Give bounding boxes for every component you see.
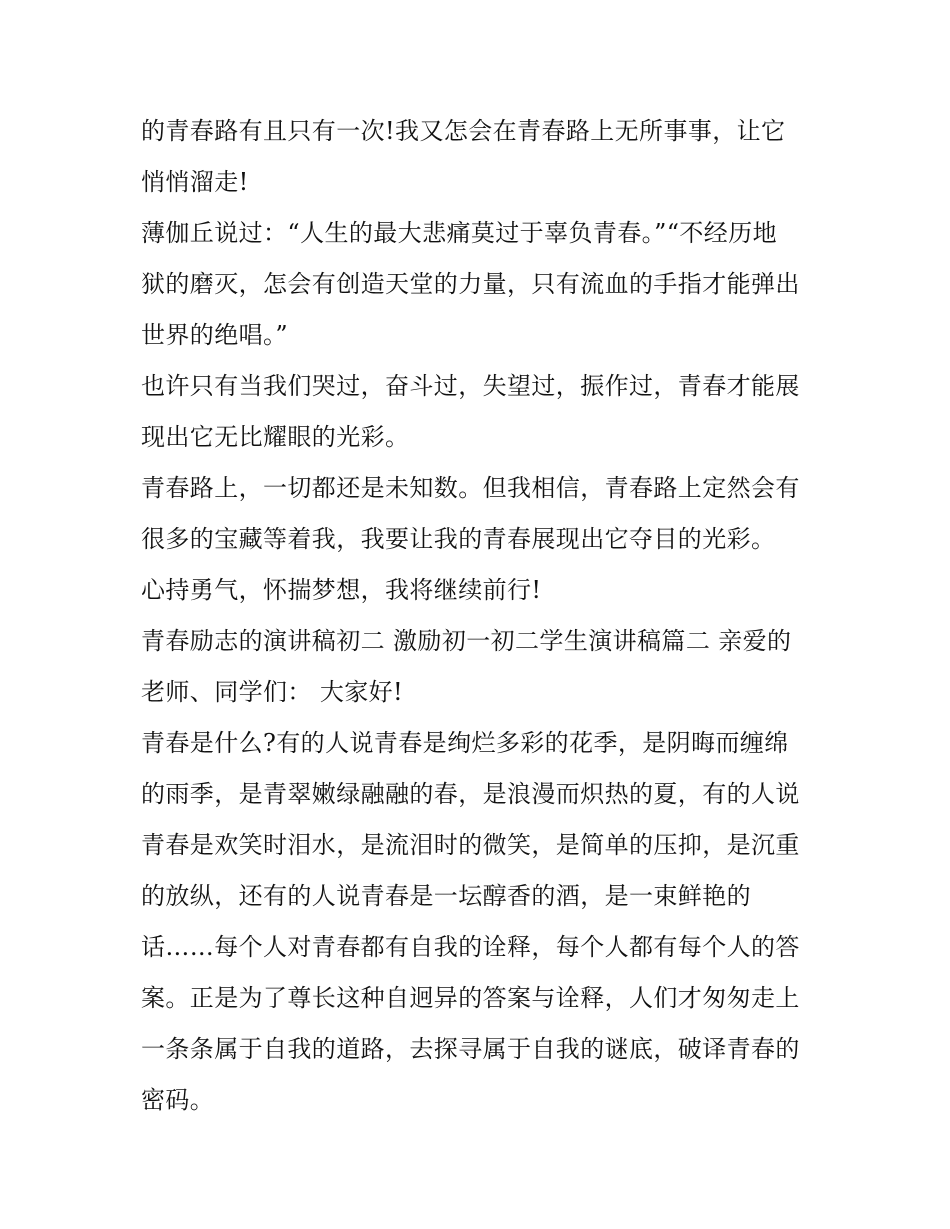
text-line-5: 世界的绝唱。” (141, 321, 289, 349)
text-line-12: 老师、同学们： 大家好! (141, 678, 404, 706)
text-line-16: 的放纵，还有的人说青春是一坛醇香的酒，是一束鲜艳的 (141, 882, 751, 910)
text-line-20: 密码。 (141, 1086, 215, 1114)
text-line-6: 也许只有当我们哭过，奋斗过，失望过，振作过，青春才能展 (141, 372, 800, 400)
text-line-18: 案。正是为了尊长这种自迥异的答案与诠释，人们才匆匆走上 (141, 984, 800, 1012)
text-line-19: 一条条属于自我的道路，去探寻属于自我的谜底，破译青春的 (141, 1035, 800, 1063)
text-line-4: 狱的磨灭，怎会有创造天堂的力量，只有流血的手指才能弹出 (141, 270, 800, 298)
text-line-8: 青春路上，一切都还是未知数。但我相信，青春路上定然会有 (141, 474, 800, 502)
text-line-9: 很多的宝藏等着我，我要让我的青春展现出它夺目的光彩。 (141, 525, 776, 553)
text-line-1: 的青春路有且只有一次!我又怎会在青春路上无所事事，让它 (141, 117, 786, 145)
text-line-10: 心持勇气，怀揣梦想，我将继续前行! (141, 576, 542, 604)
text-line-3: 薄伽丘说过：“人生的最大悲痛莫过于辜负青春。”“不经历地 (141, 219, 778, 247)
text-line-17: 话……每个人对青春都有自我的诠释，每个人都有每个人的答 (141, 933, 800, 961)
text-line-15: 青春是欢笑时泪水，是流泪时的微笑，是简单的压抑，是沉重 (141, 831, 800, 859)
text-line-7: 现出它无比耀眼的光彩。 (141, 423, 410, 451)
document-body (141, 106, 831, 1126)
text-line-14: 的雨季，是青翠嫩绿融融的春，是浪漫而炽热的夏，有的人说 (141, 780, 800, 808)
text-line-2: 悄悄溜走! (141, 168, 249, 196)
text-line-11: 青春励志的演讲稿初二 激励初一初二学生演讲稿篇二 亲爱的 (141, 627, 792, 655)
text-line-13: 青春是什么?有的人说青春是绚烂多彩的花季，是阴晦而缠绵 (141, 729, 789, 757)
